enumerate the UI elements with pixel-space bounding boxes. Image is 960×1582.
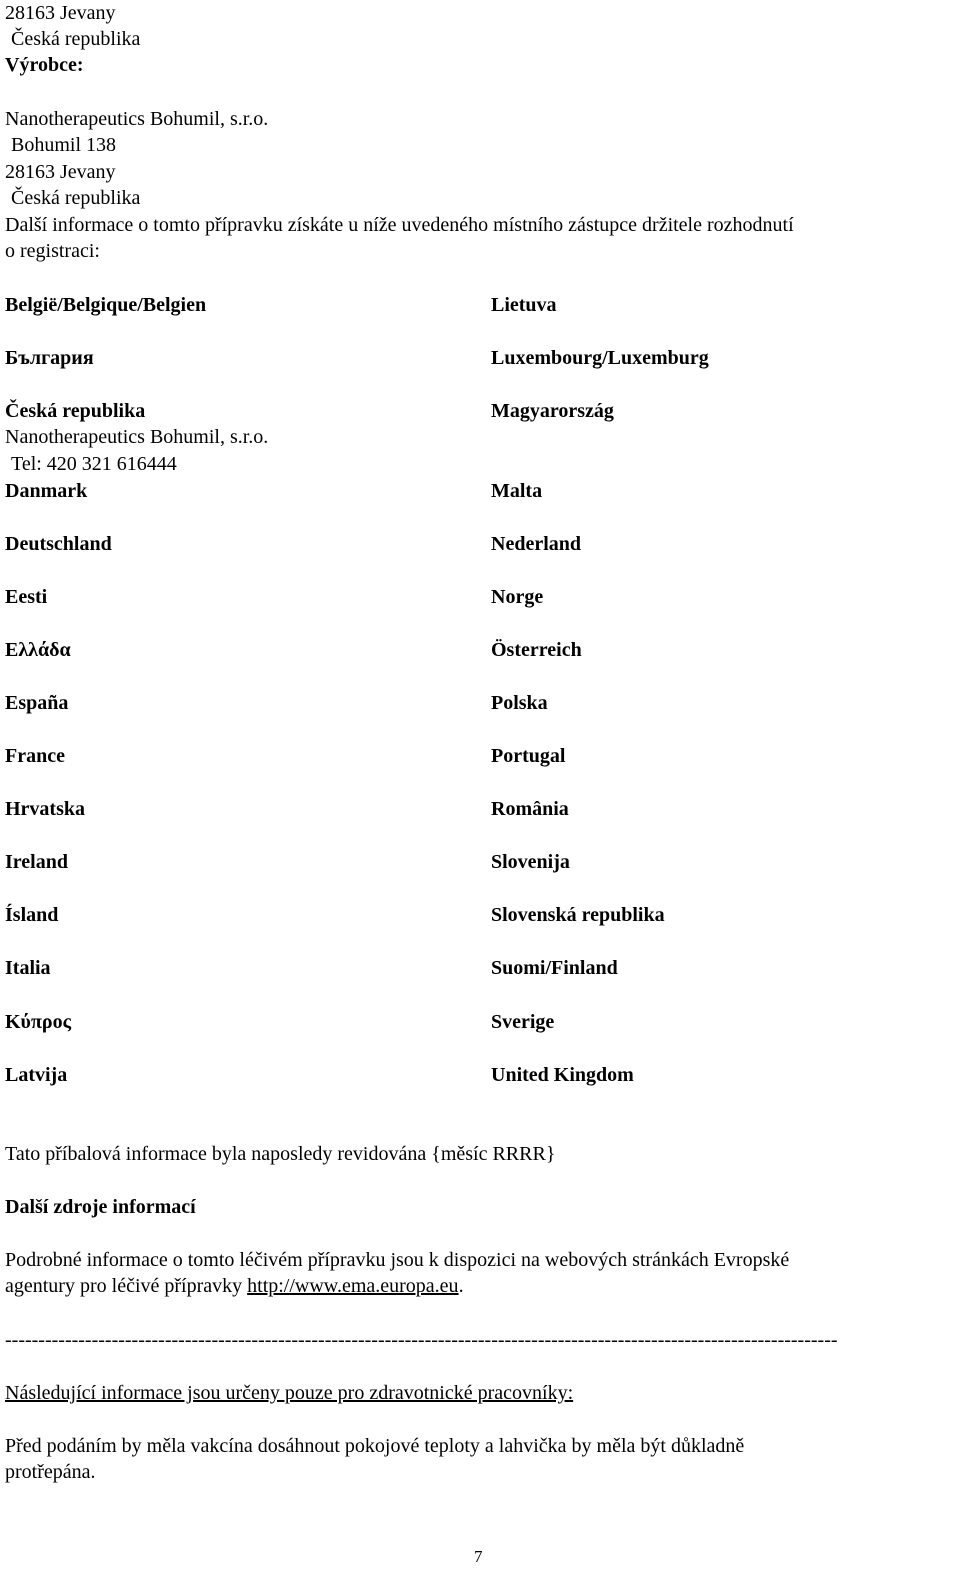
separator-line: ----------------------------------------------------------------------------------------------------------------------------- bbox=[5, 1329, 838, 1351]
country-uk: United Kingdom bbox=[491, 1064, 634, 1086]
prep-line1: Před podáním by měla vakcína dosáhnout pokojové teploty a lahvička by měla být důkladně bbox=[5, 1435, 745, 1457]
country-lv: Latvija bbox=[5, 1064, 68, 1086]
local-rep-phone: Tel: 420 321 616444 bbox=[11, 453, 177, 475]
country-cy: Κύπρος bbox=[5, 1011, 72, 1033]
country-de: Deutschland bbox=[5, 533, 112, 555]
country-lt: Lietuva bbox=[491, 294, 557, 316]
country-se: Sverige bbox=[491, 1011, 555, 1033]
manufacturer-label: Výrobce: bbox=[5, 54, 84, 76]
country-es: España bbox=[5, 692, 69, 714]
local-rep-company: Nanotherapeutics Bohumil, s.r.o. bbox=[5, 426, 269, 448]
country-dk: Danmark bbox=[5, 480, 88, 502]
country-bg: България bbox=[5, 347, 94, 369]
info-intro-line2: o registraci: bbox=[5, 240, 100, 262]
ema-link[interactable]: http://www.ema.europa.eu bbox=[247, 1275, 459, 1297]
country-is: Ísland bbox=[5, 904, 59, 926]
country-ee: Eesti bbox=[5, 586, 48, 608]
country-sk: Slovenská republika bbox=[491, 904, 665, 926]
country-pt: Portugal bbox=[491, 745, 566, 767]
address-country: Česká republika bbox=[11, 28, 141, 50]
page-number: 7 bbox=[474, 1547, 483, 1566]
manufacturer-country: Česká republika bbox=[11, 187, 141, 209]
country-cz: Česká republika bbox=[5, 400, 146, 422]
details-suffix: . bbox=[458, 1275, 464, 1297]
country-fr: France bbox=[5, 745, 65, 767]
country-it: Italia bbox=[5, 957, 51, 979]
country-no: Norge bbox=[491, 586, 544, 608]
sources-heading: Další zdroje informací bbox=[5, 1196, 196, 1218]
details-line1: Podrobné informace o tomto léčivém přípravku jsou k dispozici na webových stránkách Evropské bbox=[5, 1249, 790, 1271]
country-ie: Ireland bbox=[5, 851, 68, 873]
manufacturer-city: 28163 Jevany bbox=[5, 161, 116, 183]
info-intro-line1: Další informace o tomto přípravku získáte u níže uvedeného místního zástupce držitele rozhodnutí bbox=[5, 214, 794, 236]
country-gr: Ελλάδα bbox=[5, 639, 71, 661]
details-prefix: agentury pro léčivé přípravky bbox=[5, 1275, 248, 1297]
hcp-heading: Následující informace jsou určeny pouze pro zdravotnické pracovníky: bbox=[5, 1382, 574, 1404]
prep-line2: protřepána. bbox=[5, 1461, 96, 1483]
country-mt: Malta bbox=[491, 480, 543, 502]
country-pl: Polska bbox=[491, 692, 548, 714]
manufacturer-street: Bohumil 138 bbox=[11, 134, 117, 156]
details-line2 bbox=[5, 1273, 464, 1299]
country-at: Österreich bbox=[491, 639, 582, 661]
country-hu: Magyarország bbox=[491, 400, 614, 422]
address-city: 28163 Jevany bbox=[5, 2, 116, 24]
country-fi: Suomi/Finland bbox=[491, 957, 618, 979]
country-lu: Luxembourg/Luxemburg bbox=[491, 347, 709, 369]
country-si: Slovenija bbox=[491, 851, 570, 873]
revision-note: Tato příbalová informace byla naposledy revidována {měsíc RRRR} bbox=[5, 1143, 556, 1165]
country-hr: Hrvatska bbox=[5, 798, 85, 820]
manufacturer-name: Nanotherapeutics Bohumil, s.r.o. bbox=[5, 108, 269, 130]
country-ro: România bbox=[491, 798, 569, 820]
country-nl: Nederland bbox=[491, 533, 581, 555]
country-be: België/Belgique/Belgien bbox=[5, 294, 207, 316]
